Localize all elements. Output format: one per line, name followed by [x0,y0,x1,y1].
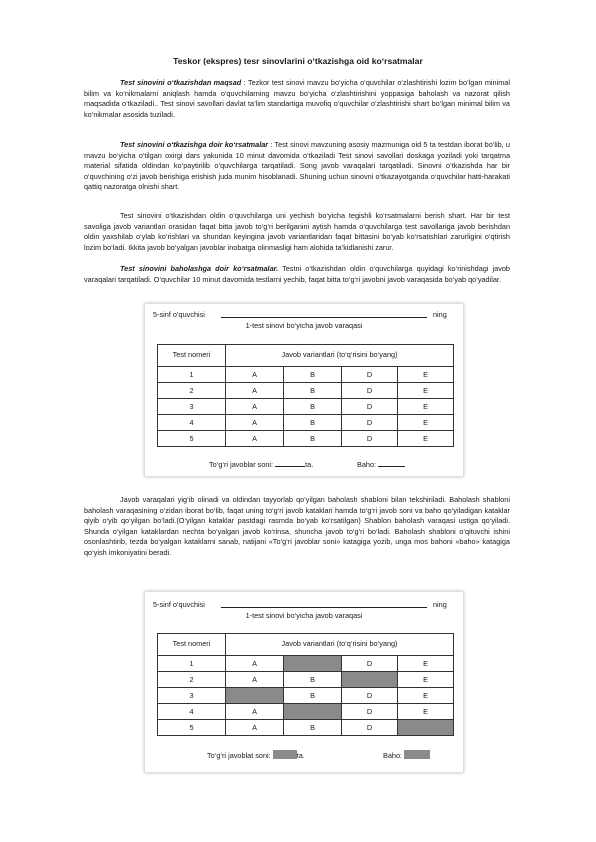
table-row [158,704,454,720]
option-a: A [226,383,284,399]
variants-header: Javob variantlari (to‘q‘risini bo‘yang) [226,634,454,656]
test-number: 3 [158,399,226,415]
document-title: Teskor (ekspres) tesr sinovlarini o‘tkazishga oid ko‘rsatmalar [173,56,423,66]
answer-table [157,344,454,447]
student-name-line [221,317,427,318]
option-e: E [398,383,454,399]
sheet-subtitle: 1-test sinovi bo‘yicha javob varaqasi [245,321,363,330]
test-number: 3 [158,688,226,704]
test-number: 5 [158,431,226,447]
correct-count-field [209,459,313,469]
ning-label: ning [433,310,447,319]
grading-template-sheet [145,592,463,772]
option-e: E [398,672,454,688]
option-d: D [342,431,398,447]
variants-header: Javob variantlari (to‘q‘risini bo‘yang) [226,345,454,367]
ning-label: ning [433,600,447,609]
correct-count-suffix: ta. [296,751,305,760]
option-e: E [398,399,454,415]
option-d: D [342,399,398,415]
sheet-subtitle: 1-test sinovi bo‘yicha javob varaqasi [245,611,363,620]
option-a: A [226,672,284,688]
correct-count-field [207,750,305,760]
option-a: A [226,431,284,447]
option-e: E [398,415,454,431]
option-b: B [284,688,342,704]
table-row [158,415,454,431]
option-a: A [226,367,284,383]
option-b: B [284,367,342,383]
instructions-heading: Test sinovini o‘tkazishga doir ko‘rsatmalar [120,140,269,149]
option-a: A [226,704,284,720]
test-number: 4 [158,415,226,431]
option-b: B [284,383,342,399]
masked-cell [398,720,454,736]
option-b: B [284,431,342,447]
option-b: B [284,720,342,736]
option-a: A [226,720,284,736]
option-e: E [398,704,454,720]
purpose-heading: Test sinovini o‘tkazishdan maqsad [120,78,242,87]
table-row [158,367,454,383]
table-row [158,656,454,672]
grading-text: Testni o‘tkazishdan oldin o‘quvchilarga quyidagi ko‘rinishdagi javob varaqalari tarqatiladi. O‘quvchilar 10 minut davomida testlarni yechib, faqat bitta to‘g‘ri javobni javob varaqasida bo‘yab qo‘yadilar. [84,264,510,284]
table-row [158,399,454,415]
paragraph-instructions [84,140,510,193]
template-table [157,633,454,736]
paragraph-guidance: Test sinovini o‘tkazishdan oldin o‘quvchilarga uni yechish bo‘yicha tegishli ko‘rsatmalarni berish shart. Har bir test savoliga javob variantlari orasidan faqat bitta javob to‘g‘ri berilganini aytish hamda o‘quvchilarga test savollariga javob berishdan oldin yaxshilab o‘ylab ko‘rishlari va shundan keyingina javob variantlaridan faqat bittasini bo‘yab ko‘rsatishlari zarurligini o‘qtirish lozim bo‘ladi. Ikkita javob bo‘yalgan javoblar inobatga olinmasligi ham alohida ta’kidlanishi zarur. [84,211,510,252]
paragraph-purpose [84,78,510,120]
test-number: 2 [158,383,226,399]
paragraph-grading [84,264,510,285]
option-e: E [398,688,454,704]
table-row [158,720,454,736]
instructions-text: : Test sinovi mavzuning asosiy mazmuniga oid 5 ta testdan iborat bo‘lib, u mavzu bo‘yicha o‘tilgan oxirgi dars yakunida 10 minut davomida o‘tkaziladi Test sinovi savollari doskaga yoziladi yoki tarqatma material sifatida oldindan ko‘paytirilib o‘quvchilarga tarqatiladi. Song javob varaqalari tarqatiladi. Sinovni o‘tkazishda har bir o‘quvchining o‘zi javob berishiga erishish juda munim hisoblanadi. Shuning uchun sinovni o‘tkazayotganda o‘quvchilar hatti-harakati qattiq nazoratga olnishi shart. [84,140,510,192]
test-number: 5 [158,720,226,736]
option-b: B [284,672,342,688]
test-number-header: Test nomeri [158,634,226,656]
test-number-header: Test nomeri [158,345,226,367]
student-name-line [221,607,427,608]
masked-cell [226,688,284,704]
option-b: B [284,399,342,415]
option-a: A [226,415,284,431]
option-d: D [342,704,398,720]
correct-count-label: To‘g‘ri javoblat soni: [207,751,271,760]
option-e: E [398,431,454,447]
table-row [158,688,454,704]
correct-count-suffix: ta. [305,460,314,469]
option-d: D [342,383,398,399]
purpose-text: : Tezkor test sinovi mavzu bo‘yicha o‘quvchilar o‘zlashtirishi lozim bo‘lgan minimal bilim va ko‘nikmalarni aniqlash hamda o‘quvchilarning mavzu bo‘yicha o‘zlashtirishini yoppasiga baholash va nazorat qilish maqsadida o‘tkaziladi.. Test sinovi savollari davlat ta’lim standartiga muvofiq o‘quvchilar o‘zlashtirishi shart bo‘lgan minimal bilim va ko‘nikmalar asosida tuziladi. [84,78,510,119]
option-d: D [342,415,398,431]
grade-label: Baho: [357,460,377,469]
masked-count-cell [273,750,297,759]
test-number: 2 [158,672,226,688]
masked-cell [284,656,342,672]
table-header-row [158,634,454,656]
table-row [158,383,454,399]
option-b: B [284,415,342,431]
student-label: 5-sinf o‘quvchisi [153,310,205,319]
grade-field [357,459,405,469]
paragraph-template: Javob varaqalari yig‘ib olinadi va oldindan tayyorlab qo‘yilgan baholash shabloni bilan tekshiriladi. Baholash shabloni baholash varaqasining o‘zidan iborat bo‘lib, faqat uning to‘g‘ri javob kataklari hamda to‘g‘ri javob soni va baho qo‘yiladigan kataklar qiyib o‘yib qo‘yilgan bo‘ladi.(O‘yilgan kataklar pastdagi rasmda bo‘yab ko‘rsatilgan) Shablon baholash varaqasi ustiga qo‘yiladi. Shunda o‘yilgan kataklardan nechta bo‘yalgan javob ko‘rinsa, shuncha javob to‘g‘ri bo‘ladi. Baholash shabloni o‘qituvchi ishini osonlashtirib, tezda bo‘yalgan kataklarni sanab, natijani «To‘g‘ri javoblar soni» katagiga yozib, unga mos bahoni «baho» katagiga qo‘yish imkoniyatini beradi. [84,495,510,557]
table-row [158,672,454,688]
student-label: 5-sinf o‘quvchisi [153,600,205,609]
answer-sheet-1 [145,304,463,476]
table-header-row [158,345,454,367]
option-d: D [342,656,398,672]
option-e: E [398,367,454,383]
grading-heading: Test sinovini baholashga doir ko‘rsatmalar. [120,264,279,273]
option-a: A [226,656,284,672]
option-d: D [342,367,398,383]
masked-cell [342,672,398,688]
grade-label: Baho: [383,751,403,760]
table-row [158,431,454,447]
option-a: A [226,399,284,415]
test-number: 1 [158,367,226,383]
option-d: D [342,688,398,704]
test-number: 1 [158,656,226,672]
correct-count-blank [275,459,305,467]
correct-count-label: To‘g‘ri javoblar soni: [209,460,274,469]
masked-grade-cell [404,750,430,759]
grade-blank [378,459,405,467]
masked-cell [284,704,342,720]
option-d: D [342,720,398,736]
test-number: 4 [158,704,226,720]
grade-field [383,750,430,760]
option-e: E [398,656,454,672]
